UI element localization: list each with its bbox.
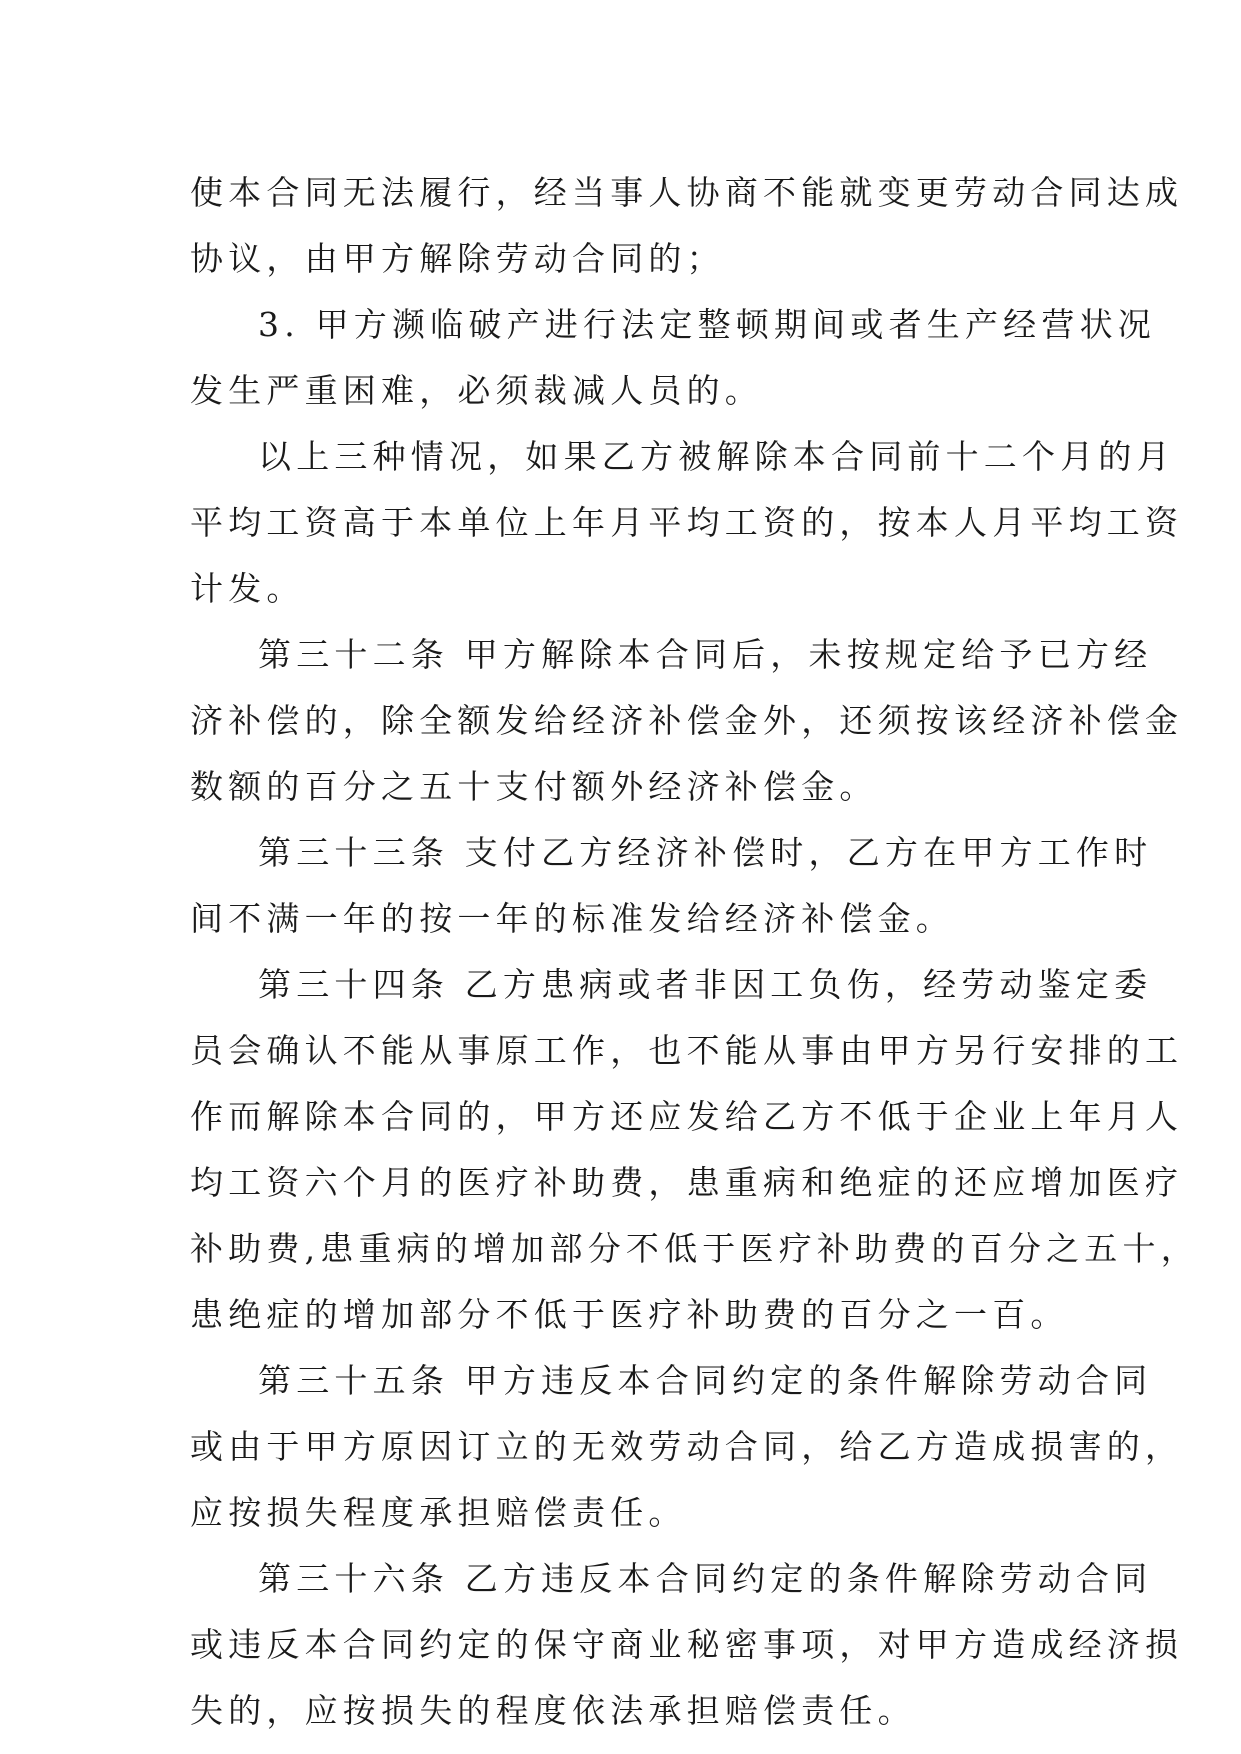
text-line: 发生严重困难，必须裁减人员的。 (190, 371, 763, 410)
text-line: 或由于甲方原因订立的无效劳动合同，给乙方造成损害的， (190, 1427, 1184, 1466)
text-line: 第三十二条 甲方解除本合同后，未按规定给予已方经 (258, 635, 1153, 674)
document-body (190, 160, 1199, 1744)
text-line: 使本合同无法履行，经当事人协商不能就变更劳动合同达成 (190, 173, 1184, 212)
text-line: 第三十四条 乙方患病或者非因工负伤，经劳动鉴定委 (258, 965, 1153, 1004)
text-line: 患绝症的增加部分不低于医疗补助费的百分之一百。 (190, 1295, 1069, 1334)
text-line: 失的，应按损失的程度依法承担赔偿责任。 (190, 1691, 916, 1730)
text-line: 第三十六条 乙方违反本合同约定的条件解除劳动合同 (258, 1559, 1153, 1598)
text-line: 数额的百分之五十支付额外经济补偿金。 (190, 767, 878, 806)
text-line: 间不满一年的按一年的标准发给经济补偿金。 (190, 899, 954, 938)
text-line: 作而解除本合同的，甲方还应发给乙方不低于企业上年月人 (190, 1097, 1184, 1136)
text-line: 应按损失程度承担赔偿责任。 (190, 1493, 687, 1532)
text-line: 平均工资高于本单位上年月平均工资的，按本人月平均工资 (190, 503, 1184, 542)
text-line: 或违反本合同约定的保守商业秘密事项，对甲方造成经济损 (190, 1625, 1184, 1664)
text-line: 第三十五条 甲方违反本合同约定的条件解除劳动合同 (258, 1361, 1153, 1400)
text-line: 协议，由甲方解除劳动合同的； (190, 239, 725, 278)
text-line: 3. 甲方濒临破产进行法定整顿期间或者生产经营状况 (258, 305, 1156, 344)
text-line: 均工资六个月的医疗补助费，患重病和绝症的还应增加医疗 (190, 1163, 1184, 1202)
text-line: 员会确认不能从事原工作，也不能从事由甲方另行安排的工 (190, 1031, 1184, 1070)
text-line: 济补偿的，除全额发给经济补偿金外，还须按该经济补偿金 (190, 701, 1184, 740)
text-line: 补助费,患重病的增加部分不低于医疗补助费的百分之五十， (190, 1229, 1199, 1268)
text-line: 以上三种情况，如果乙方被解除本合同前十二个月的月 (258, 437, 1175, 476)
text-line: 第三十三条 支付乙方经济补偿时，乙方在甲方工作时 (258, 833, 1153, 872)
text-line: 计发。 (190, 569, 305, 608)
